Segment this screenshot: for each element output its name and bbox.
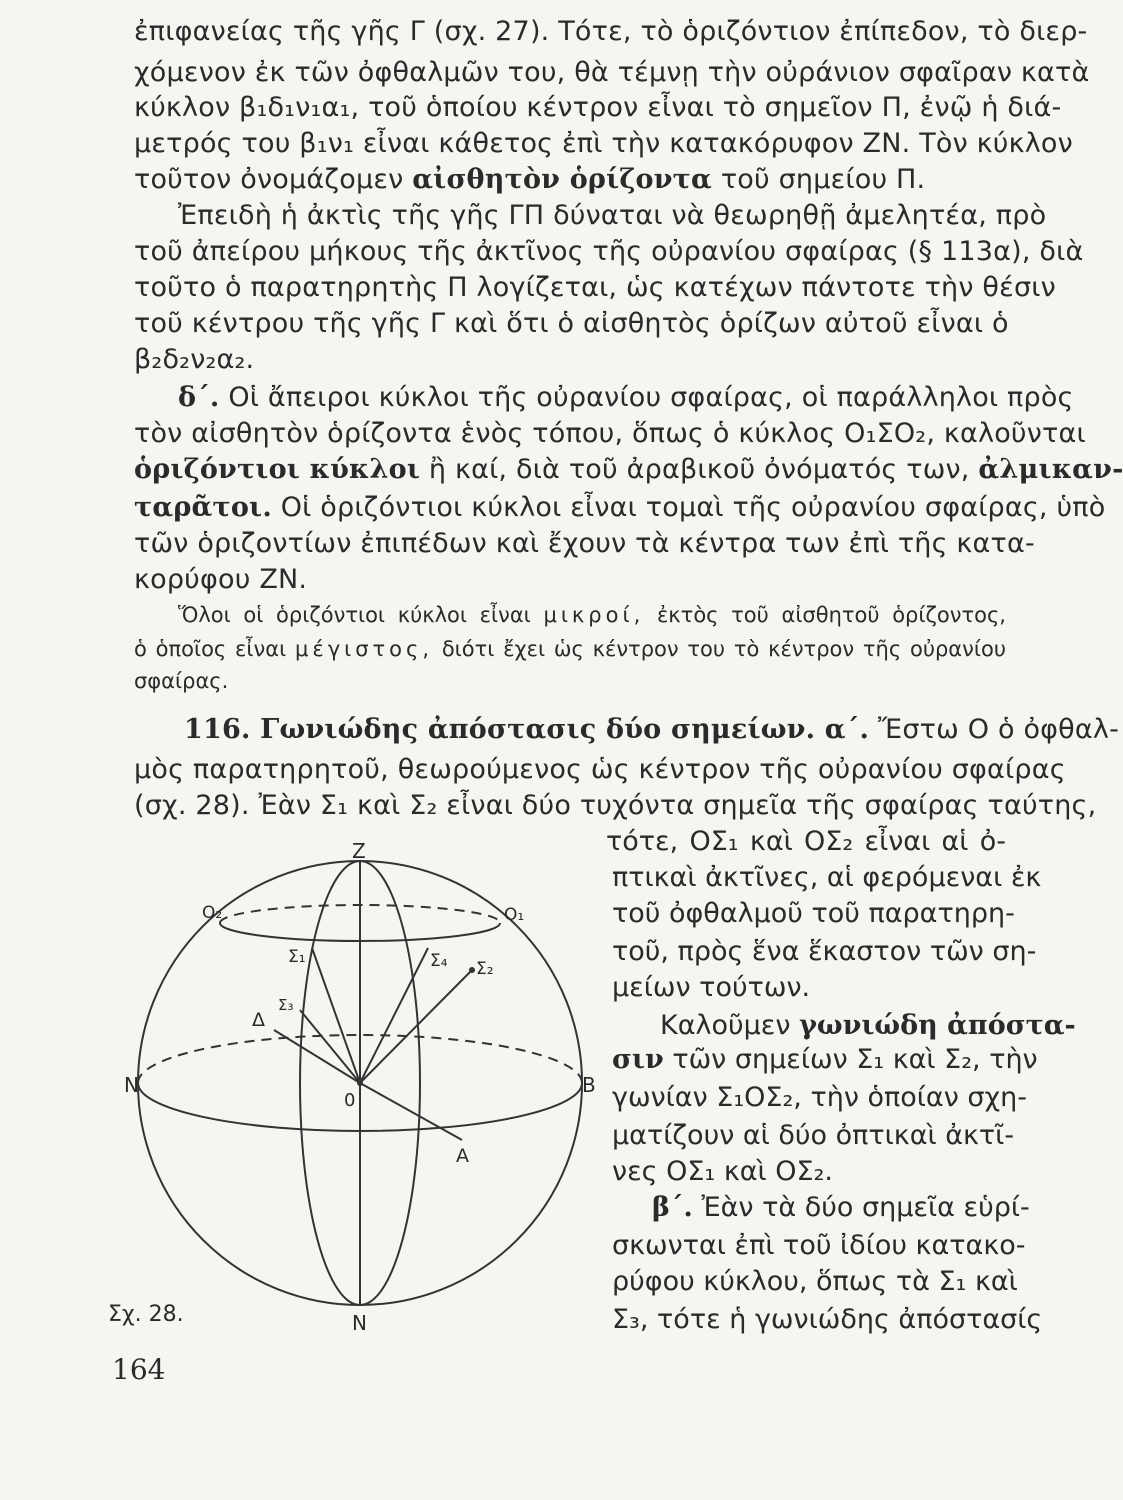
label-s3: Σ₃ [278,996,294,1014]
text-run: ἢ καί, διὰ τοῦ ἀραβικοῦ ὀνόματός των, [428,454,970,485]
side-text-line [660,1008,1076,1044]
text-line: τοῦτο ὁ παρατηρητὴς Π λογίζεται, ὡς κατέχων πάντοτε τὴν θέσιν [134,272,1056,303]
text-run: τοῦτον ὀνομάζομεν [134,164,404,195]
label-s2: Σ₂ [476,959,494,979]
point-s2 [469,967,475,973]
side-text-line [652,1190,1030,1226]
text-run: τοῦ σημείου Π. [720,164,926,195]
text-line [178,380,1074,416]
text-line: ἐπιφανείας τῆς γῆς Γ (σχ. 27). Τότε, τὸ ὁριζόντιον ἐπίπεδον, τὸ διερ- [134,16,1088,47]
text-run: Καλοῦμεν [660,1010,791,1041]
label-s4: Σ₄ [430,951,448,971]
text-line: τοῦ κέντρου τῆς γῆς Γ καὶ ὅτι ὁ αἰσθητὸς ὁρίζων αὐτοῦ εἶναι ὁ [134,308,1009,339]
side-text-line: Σ₃, τότε ἡ γωνιώδης ἀπόστασίς [612,1304,1043,1335]
label-s1: Σ₁ [288,947,306,967]
text-run: τῶν σημείων Σ₁ καὶ Σ₂, τὴν [672,1044,1038,1075]
side-text-line: τότε, ΟΣ₁ καὶ ΟΣ₂ εἶναι αἱ ὀ- [606,826,1006,857]
text-line: Ἐπειδὴ ἡ ἀκτὶς τῆς γῆς ΓΠ δύναται νὰ θεωρηθῇ ἀμελητέα, πρὸ [178,200,1047,231]
text-line [134,490,1106,526]
bold-term-almucantar-end: ταρᾶτοι. [134,492,272,523]
text-line [134,162,1006,198]
text-run: Ὅλοι οἱ ὁριζόντιοι κύκλοι εἶναι [178,603,531,627]
note-line: σφαίρας. [134,669,229,693]
celestial-sphere-figure [90,840,610,1340]
figure-caption: Σχ. 28. [108,1302,184,1327]
text-line: μετρός του β₁ν₁ εἶναι κάθετος ἐπὶ τὴν κατακόρυφον ΖΝ. Τὸν κύκλον [134,128,1073,159]
ray-s3 [300,1010,360,1083]
label-nadir: N [352,1311,367,1335]
ray-s1 [312,948,360,1083]
bold-term-almucantar: ἀλμικαν- [978,454,1123,485]
label-zenith: Z [352,839,366,863]
label-north: N [124,1073,139,1097]
text-run: ἐκτὸς τοῦ αἰσθητοῦ ὁρίζοντος, [656,603,1006,627]
text-line: τῶν ὁριζοντίων ἐπιπέδων καὶ ἔχουν τὰ κέντρα των ἐπὶ τῆς κατα- [134,528,1035,559]
section-label-beta: β΄. [652,1192,693,1223]
section-heading-116: 116. Γωνιώδης ἀπόστασις δύο σημείων. α΄. [184,714,870,745]
text-run: ὁ ὁποῖος εἶναι [134,637,287,661]
side-text-line: τοῦ, πρὸς ἕνα ἕκαστον τῶν ση- [612,936,1037,967]
label-o1: O₁ [504,905,525,925]
label-delta: Δ [252,1009,265,1031]
text-run: διότι ἔχει ὡς κέντρον του τὸ κέντρον τῆς οὐρανίου [441,637,1006,661]
label-center-o: 0 [344,1090,356,1111]
label-o2: O₂ [202,903,223,923]
text-line: τὸν αἰσθητὸν ὁρίζοντα ἑνὸς τόπου, ὅπως ὁ κύκλος Ο₁ΣΟ₂, καλοῦνται [134,418,1086,449]
ray-delta [274,1030,360,1083]
spaced-word: μικροί, [543,603,645,627]
side-text-line: γωνίαν Σ₁ΟΣ₂, τὴν ὁποίαν σχη- [612,1082,1027,1113]
text-line: κύκλον β₁δ₁ν₁α₁, τοῦ ὁποίου κέντρον εἶναι τὸ σημεῖον Π, ἐνῷ ἡ διά- [134,92,1062,123]
bold-term-angular-distance-end: σιν [612,1044,664,1075]
side-text-line: μείων τούτων. [612,972,811,1003]
text-line: (σχ. 28). Ἐὰν Σ₁ καὶ Σ₂ εἶναι δύο τυχόντα σημεῖα τῆς σφαίρας ταύτης, [134,790,1097,821]
center-point [357,1080,363,1086]
side-text-line: ρύφου κύκλου, ὅπως τὰ Σ₁ καὶ [612,1266,1018,1297]
section-label-delta: δ΄. [178,382,220,413]
text-run: Οἱ ἄπειροι κύκλοι τῆς οὐρανίου σφαίρας, οἱ παράλληλοι πρὸς [228,382,1074,413]
text-run: Οἱ ὁριζόντιοι κύκλοι εἶναι τομαὶ τῆς οὐρανίου σφαίρας, ὑπὸ [280,492,1106,523]
note-line [134,634,1006,664]
side-text-line [612,1042,1038,1078]
spaced-word: μέγιστος, [294,637,434,661]
bold-term-angular-distance: γωνιώδη ἀπόστα- [799,1010,1076,1041]
side-text-line: πτικαὶ ἀκτῖνες, αἱ φερόμεναι ἐκ [612,862,1042,893]
text-line: τοῦ ἀπείρου μήκους τῆς ἀκτῖνος τῆς οὐρανίου σφαίρας (§ 113α), διὰ [134,236,1084,267]
bold-term-horizontal-circles: ὁριζόντιοι κύκλοι [134,454,421,485]
text-line: μὸς παρατηρητοῦ, θεωρούμενος ὡς κέντρον τῆς οὐρανίου σφαίρας [134,754,1066,785]
side-text-line: ματίζουν αἱ δύο ὀπτικαὶ ἀκτῖ- [612,1120,1015,1151]
text-line: β₂δ₂ν₂α₂. [134,344,255,375]
side-text-line: σκωνται ἐπὶ τοῦ ἰδίου κατακο- [612,1230,1026,1261]
note-line [178,600,1006,630]
text-line: κορύφου ΖΝ. [134,564,308,595]
label-b: B [582,1073,596,1097]
page-number: 164 [112,1353,166,1386]
bold-term-aisthetos-horizon: αἰσθητὸν ὁρίζοντα [412,164,713,195]
text-line [134,452,1123,488]
text-run: Ἐὰν τὰ δύο σημεῖα εὑρί- [701,1192,1030,1223]
side-text-line: τοῦ ὀφθαλμοῦ τοῦ παρατηρη- [612,898,1015,929]
side-text-line: νες ΟΣ₁ καὶ ΟΣ₂. [612,1156,833,1187]
text-line: χόμενον ἐκ τῶν ὀφθαλμῶν του, θὰ τέμνῃ τὴν οὐράνιον σφαῖραν κατὰ [134,57,1090,88]
text-line [184,712,1120,748]
label-a: A [456,1145,469,1167]
ray-s2 [360,970,472,1083]
text-run: Ἔστω Ο ὁ ὀφθαλ- [877,714,1120,745]
